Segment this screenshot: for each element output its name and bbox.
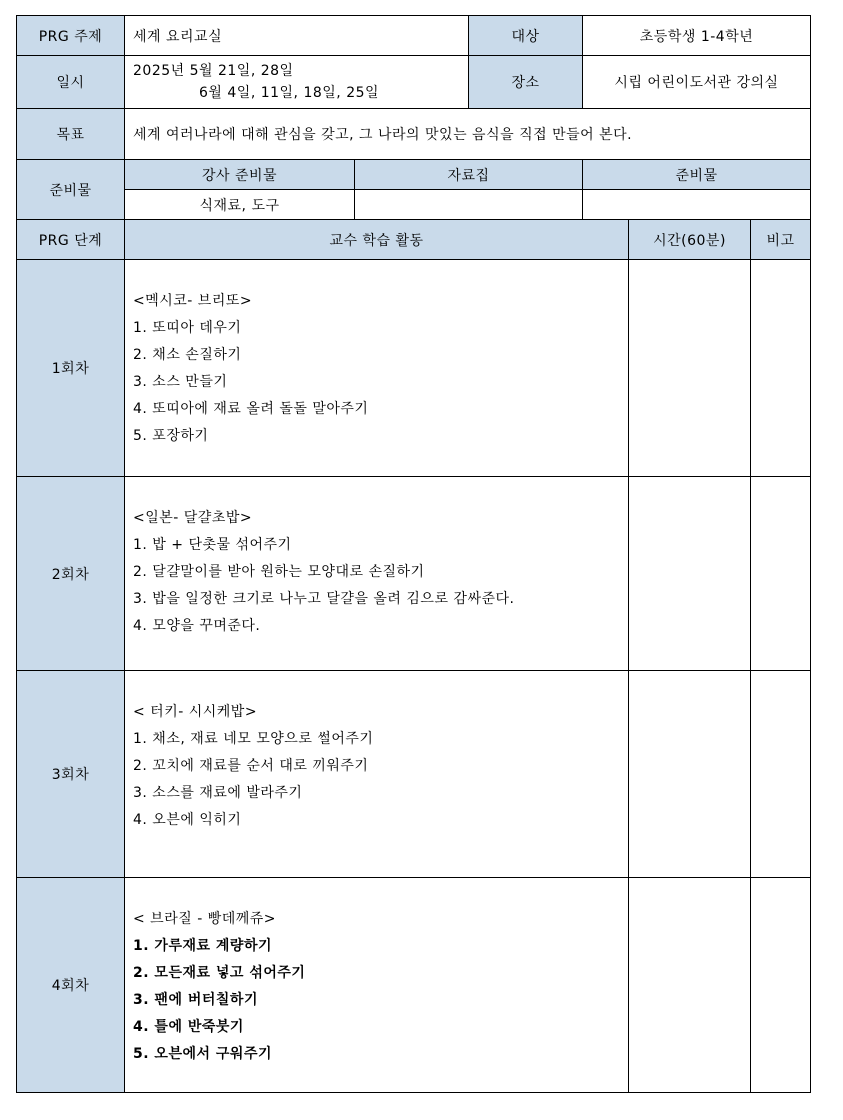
session-step: 3. 팬에 버터칠하기 (133, 992, 258, 1008)
session-row (17, 671, 811, 878)
lesson-plan-table (16, 15, 811, 1093)
lesson-plan-sheet (16, 15, 810, 1093)
session-note (751, 878, 811, 1093)
session-title: < 터키- 시시케밥> (133, 704, 258, 720)
session-activity (125, 260, 629, 477)
session-step: 1. 밥 + 단촛물 섞어주기 (133, 537, 292, 553)
topic-value: 세계 요리교실 (125, 16, 469, 56)
col-header-stage: PRG 단계 (17, 220, 125, 260)
session-step: 4. 또띠아에 재료 올려 돌돌 말아주기 (133, 401, 369, 417)
prep-value-row (17, 190, 811, 220)
session-step: 5. 오븐에서 구워주기 (133, 1046, 272, 1062)
date-line-1: 2025년 5월 21일, 28일 (133, 63, 294, 79)
col-header-note: 비고 (751, 220, 811, 260)
session-step: 1. 채소, 재료 네모 모양으로 썰어주기 (133, 731, 374, 747)
place-label: 장소 (469, 56, 583, 109)
date-line-2: 6월 4일, 11일, 18일, 25일 (199, 85, 380, 101)
session-time (629, 671, 751, 878)
session-step: 2. 채소 손질하기 (133, 347, 242, 363)
session-time (629, 477, 751, 671)
col-header-time: 시간(60분) (629, 220, 751, 260)
session-step: 4. 모양을 꾸며준다. (133, 618, 261, 634)
prep-col-materials: 자료집 (355, 160, 583, 190)
session-note (751, 477, 811, 671)
date-row (17, 56, 811, 109)
col-header-activity: 교수 학습 활동 (125, 220, 629, 260)
session-step: 2. 달걀말이를 받아 원하는 모양대로 손질하기 (133, 564, 425, 580)
session-label: 3회차 (17, 671, 125, 878)
session-step: 2. 꼬치에 재료를 순서 대로 끼워주기 (133, 758, 369, 774)
session-step: 3. 소스를 재료에 발라주기 (133, 785, 303, 801)
session-label: 4회차 (17, 878, 125, 1093)
session-step: 5. 포장하기 (133, 428, 209, 444)
session-activity (125, 477, 629, 671)
session-note (751, 260, 811, 477)
date-value (125, 56, 469, 109)
session-time (629, 878, 751, 1093)
date-label: 일시 (17, 56, 125, 109)
topic-row (17, 16, 811, 56)
prep-label: 준비물 (17, 160, 125, 220)
session-label: 2회차 (17, 477, 125, 671)
session-step: 1. 또띠아 데우기 (133, 320, 242, 336)
session-step: 4. 틀에 반죽붓기 (133, 1019, 244, 1035)
goal-label: 목표 (17, 109, 125, 160)
prep-value-instructor: 식재료, 도구 (125, 190, 355, 220)
target-value: 초등학생 1-4학년 (583, 16, 811, 56)
session-title: <일본- 달걀초밥> (133, 510, 253, 526)
session-step: 3. 소스 만들기 (133, 374, 228, 390)
session-step: 4. 오븐에 익히기 (133, 812, 242, 828)
target-label: 대상 (469, 16, 583, 56)
session-step: 1. 가루재료 계량하기 (133, 938, 272, 954)
prep-col-supplies: 준비물 (583, 160, 811, 190)
prep-value-materials (355, 190, 583, 220)
session-row (17, 477, 811, 671)
session-activity (125, 671, 629, 878)
place-value: 시립 어린이도서관 강의실 (583, 56, 811, 109)
goal-row (17, 109, 811, 160)
session-note (751, 671, 811, 878)
goal-value: 세계 여러나라에 대해 관심을 갖고, 그 나라의 맛있는 음식을 직접 만들어 본다. (125, 109, 811, 160)
session-row (17, 260, 811, 477)
session-step: 3. 밥을 일정한 크기로 나누고 달걀을 올려 김으로 감싸준다. (133, 591, 515, 607)
session-title: < 브라질 - 빵데께쥬> (133, 911, 277, 927)
session-label: 1회차 (17, 260, 125, 477)
prep-col-instructor: 강사 준비물 (125, 160, 355, 190)
session-step: 2. 모든재료 넣고 섞어주기 (133, 965, 306, 981)
session-activity (125, 878, 629, 1093)
topic-label: PRG 주제 (17, 16, 125, 56)
column-header-row (17, 220, 811, 260)
session-title: <멕시코- 브리또> (133, 293, 253, 309)
session-row (17, 878, 811, 1093)
session-time (629, 260, 751, 477)
prep-value-supplies (583, 190, 811, 220)
prep-header-row (17, 160, 811, 190)
